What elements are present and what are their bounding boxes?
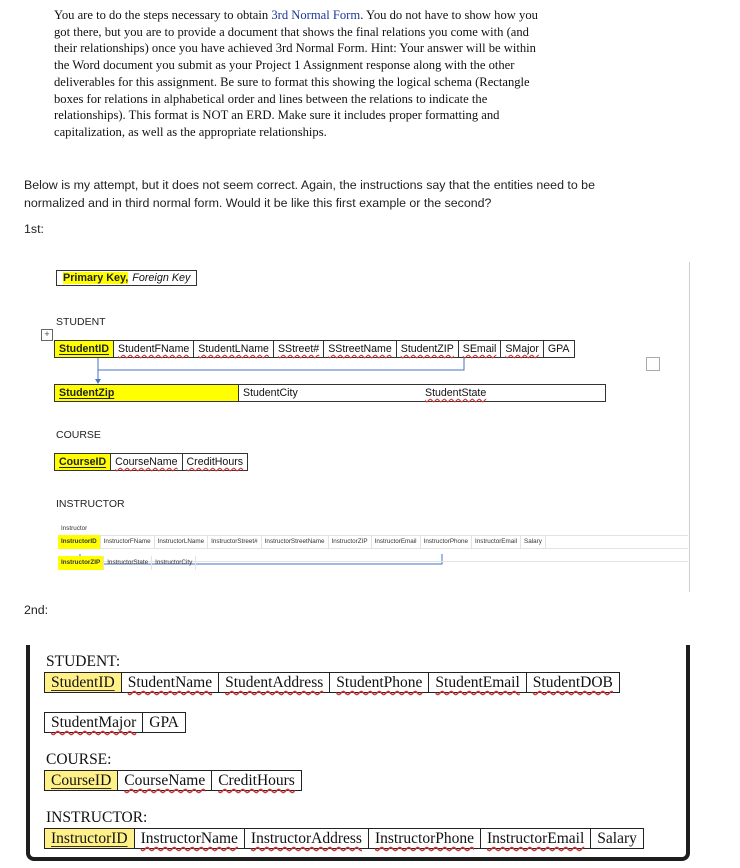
grid-row bbox=[58, 556, 196, 570]
field: GPA bbox=[149, 714, 179, 731]
grid-cell: Salary bbox=[521, 535, 546, 549]
course-title: COURSE bbox=[56, 429, 101, 441]
question-line-2: normalized and in third normal form. Would it be like this first example or the second? bbox=[24, 195, 492, 210]
field: CourseID bbox=[55, 454, 111, 470]
label-second: 2nd: bbox=[24, 603, 49, 617]
field: StudentFName bbox=[114, 341, 194, 357]
course-title: COURSE: bbox=[46, 751, 112, 768]
field: GPA bbox=[547, 343, 570, 355]
field: SStreet# bbox=[274, 341, 324, 357]
assignment-line-2: got there, but you are to provide a document that shows the final relations you come with (and bbox=[54, 24, 529, 39]
field: StudentID bbox=[45, 673, 122, 692]
field: CreditHours bbox=[218, 772, 295, 789]
field: StudentCity bbox=[243, 387, 298, 399]
field: StudentAddress bbox=[219, 673, 330, 692]
field: InstructorEmail bbox=[481, 829, 591, 848]
field: StudentName bbox=[122, 673, 219, 692]
course-relation bbox=[44, 770, 302, 791]
field: StudentPhone bbox=[330, 673, 429, 692]
major-relation bbox=[44, 712, 186, 733]
instructor-title: INSTRUCTOR bbox=[56, 498, 125, 510]
label-first: 1st: bbox=[24, 222, 44, 236]
grid-row bbox=[58, 535, 546, 549]
assignment-line-5: deliverables for this assignment. Be sure to format this showing the logical schema (Rectangle bbox=[54, 74, 530, 89]
instructor-relation bbox=[44, 828, 644, 849]
field: InstructorPhone bbox=[369, 829, 481, 848]
instructor-grid bbox=[58, 521, 688, 573]
question-paragraph bbox=[24, 177, 724, 212]
instructor-title: INSTRUCTOR: bbox=[46, 809, 148, 826]
field: StudentZIP bbox=[397, 341, 459, 357]
grid-cell: InstructorStreet# bbox=[208, 535, 262, 549]
field: SMajor bbox=[501, 341, 544, 357]
student-zip-relation bbox=[54, 384, 606, 402]
grid-cell: InstructorState bbox=[104, 556, 152, 570]
assignment-line-3: their relationships) once you have achieved 3rd Normal Form. Hint: Your answer will be within bbox=[54, 41, 536, 56]
field: CourseName bbox=[111, 454, 182, 470]
legend-primary-key: Primary Key, bbox=[63, 272, 129, 284]
grid-cell: InstructorFName bbox=[101, 535, 155, 549]
student-relation bbox=[44, 672, 620, 693]
assignment-line-8: capitalization, as well as the appropriate relationships. bbox=[54, 124, 327, 139]
field: StudentID bbox=[55, 341, 114, 357]
field: InstructorAddress bbox=[245, 829, 369, 848]
assignment-line-6: boxes for relations in alphabetical order and lines between the relations to indicate the bbox=[54, 91, 488, 106]
legend-foreign-key: Foreign Key bbox=[132, 272, 191, 284]
field: CourseName bbox=[118, 771, 212, 790]
grid-cell: InstructorCity bbox=[152, 556, 196, 570]
field: StudentDOB bbox=[532, 674, 613, 691]
field: CourseID bbox=[45, 771, 118, 790]
grid-cell: Instructor bbox=[61, 525, 88, 532]
field: InstructorName bbox=[135, 829, 245, 848]
grid-cell: InstructorLName bbox=[155, 535, 209, 549]
field: SStreetName bbox=[324, 341, 397, 357]
grid-cell: InstructorPhone bbox=[421, 535, 472, 549]
field: InstructorID bbox=[45, 829, 135, 848]
grid-cell: InstructorID bbox=[58, 535, 101, 549]
course-relation bbox=[54, 453, 248, 471]
assignment-line-7: relationships). This format is NOT an ERD. Make sure it includes proper formatting and bbox=[54, 108, 500, 123]
field: StudentZip bbox=[55, 385, 239, 401]
field: StudentEmail bbox=[429, 673, 526, 692]
question-line-1: Below is my attempt, but it does not seem correct. Again, the instructions say that the entities need to be bbox=[24, 178, 595, 192]
grid-row bbox=[58, 522, 90, 536]
grid-cell: InstructorEmail bbox=[472, 535, 521, 549]
assignment-line-4: the Word document you submit as your Project 1 Assignment response along with the other bbox=[54, 58, 515, 73]
grid-cell: InstructorZIP bbox=[329, 535, 372, 549]
student-title: STUDENT: bbox=[46, 653, 121, 670]
field: StudentLName bbox=[194, 341, 274, 357]
grid-cell: InstructorZIP bbox=[58, 556, 104, 570]
assignment-instructions bbox=[54, 7, 634, 141]
second-example-image bbox=[26, 645, 690, 861]
student-title: STUDENT bbox=[56, 316, 106, 328]
field: SEmail bbox=[459, 341, 502, 357]
grid-cell: InstructorStreetName bbox=[262, 535, 329, 549]
field: StudentMajor bbox=[45, 713, 143, 732]
field: Salary bbox=[597, 830, 637, 847]
first-example-image bbox=[40, 262, 692, 592]
field: StudentState bbox=[425, 387, 487, 399]
assignment-line-1: You are to do the steps necessary to obtain 3rd Normal Form. You do not have to show how you bbox=[54, 8, 538, 22]
table-move-handle-icon: + bbox=[41, 329, 53, 341]
highlighted-term: 3rd Normal Form bbox=[271, 8, 361, 22]
grid-cell: InstructorEmail bbox=[372, 535, 421, 549]
field: CreditHours bbox=[186, 456, 244, 468]
